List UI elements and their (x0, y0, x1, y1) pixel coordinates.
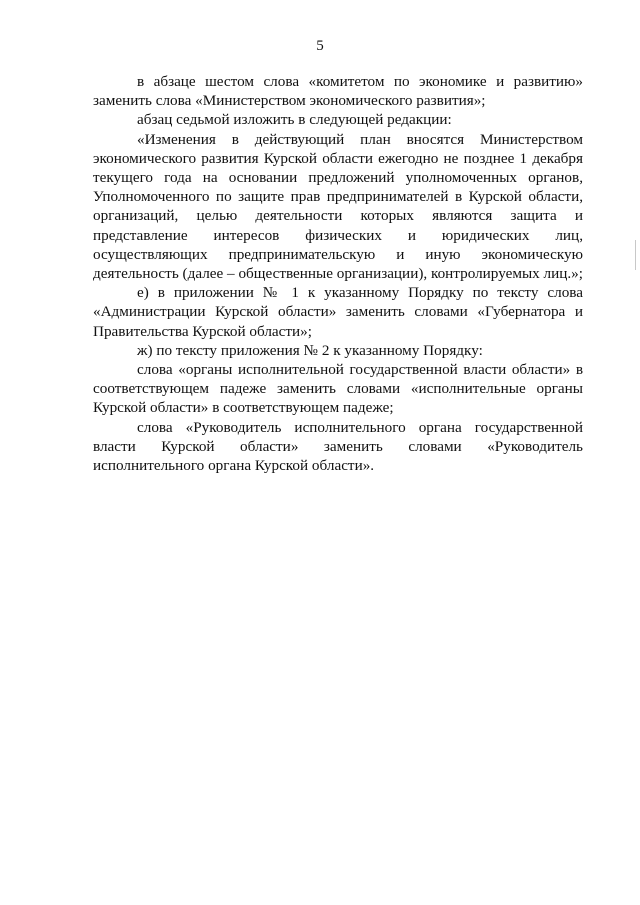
paragraph-3: «Изменения в действующий план вносятся Министерством экономического развития Курской области ежегодно не позднее 1 декабря текущего года на основании предложений уполномоченных органов, Уполномоченного по защите прав предпринимателей в Курской области, организаций, целью деятельности которых являются защита и представление интересов физических и юридических лиц, осуществляющих предпринимательскую и иную экономическую деятельность (далее – общественные организации), контролируемых лиц.»; (93, 130, 583, 283)
scan-edge-mark (635, 240, 636, 270)
paragraph-2: абзац седьмой изложить в следующей редакции: (137, 111, 452, 129)
page-number: 5 (316, 38, 324, 54)
paragraph-6: слова «органы исполнительной государственной власти области» в соответствующем падеже заменить словами «исполнительные органы Курской области» в соответствующем падеже; (93, 361, 583, 417)
paragraph-4: е) в приложении № 1 к указанному Порядку по тексту слова «Администрации Курской области» заменить словами «Губернатора и Правительства Курской области»; (93, 284, 583, 340)
document-body (93, 72, 583, 475)
paragraph-5: ж) по тексту приложения № 2 к указанному Порядку: (137, 341, 483, 359)
paragraph-7: слова «Руководитель исполнительного органа государственной власти Курской области» заменить словами «Руководитель исполнительного органа Курской области». (93, 418, 583, 475)
paragraph-1: в абзаце шестом слова «комитетом по экономике и развитию» заменить слова «Министерством экономического развития»; (93, 73, 583, 110)
